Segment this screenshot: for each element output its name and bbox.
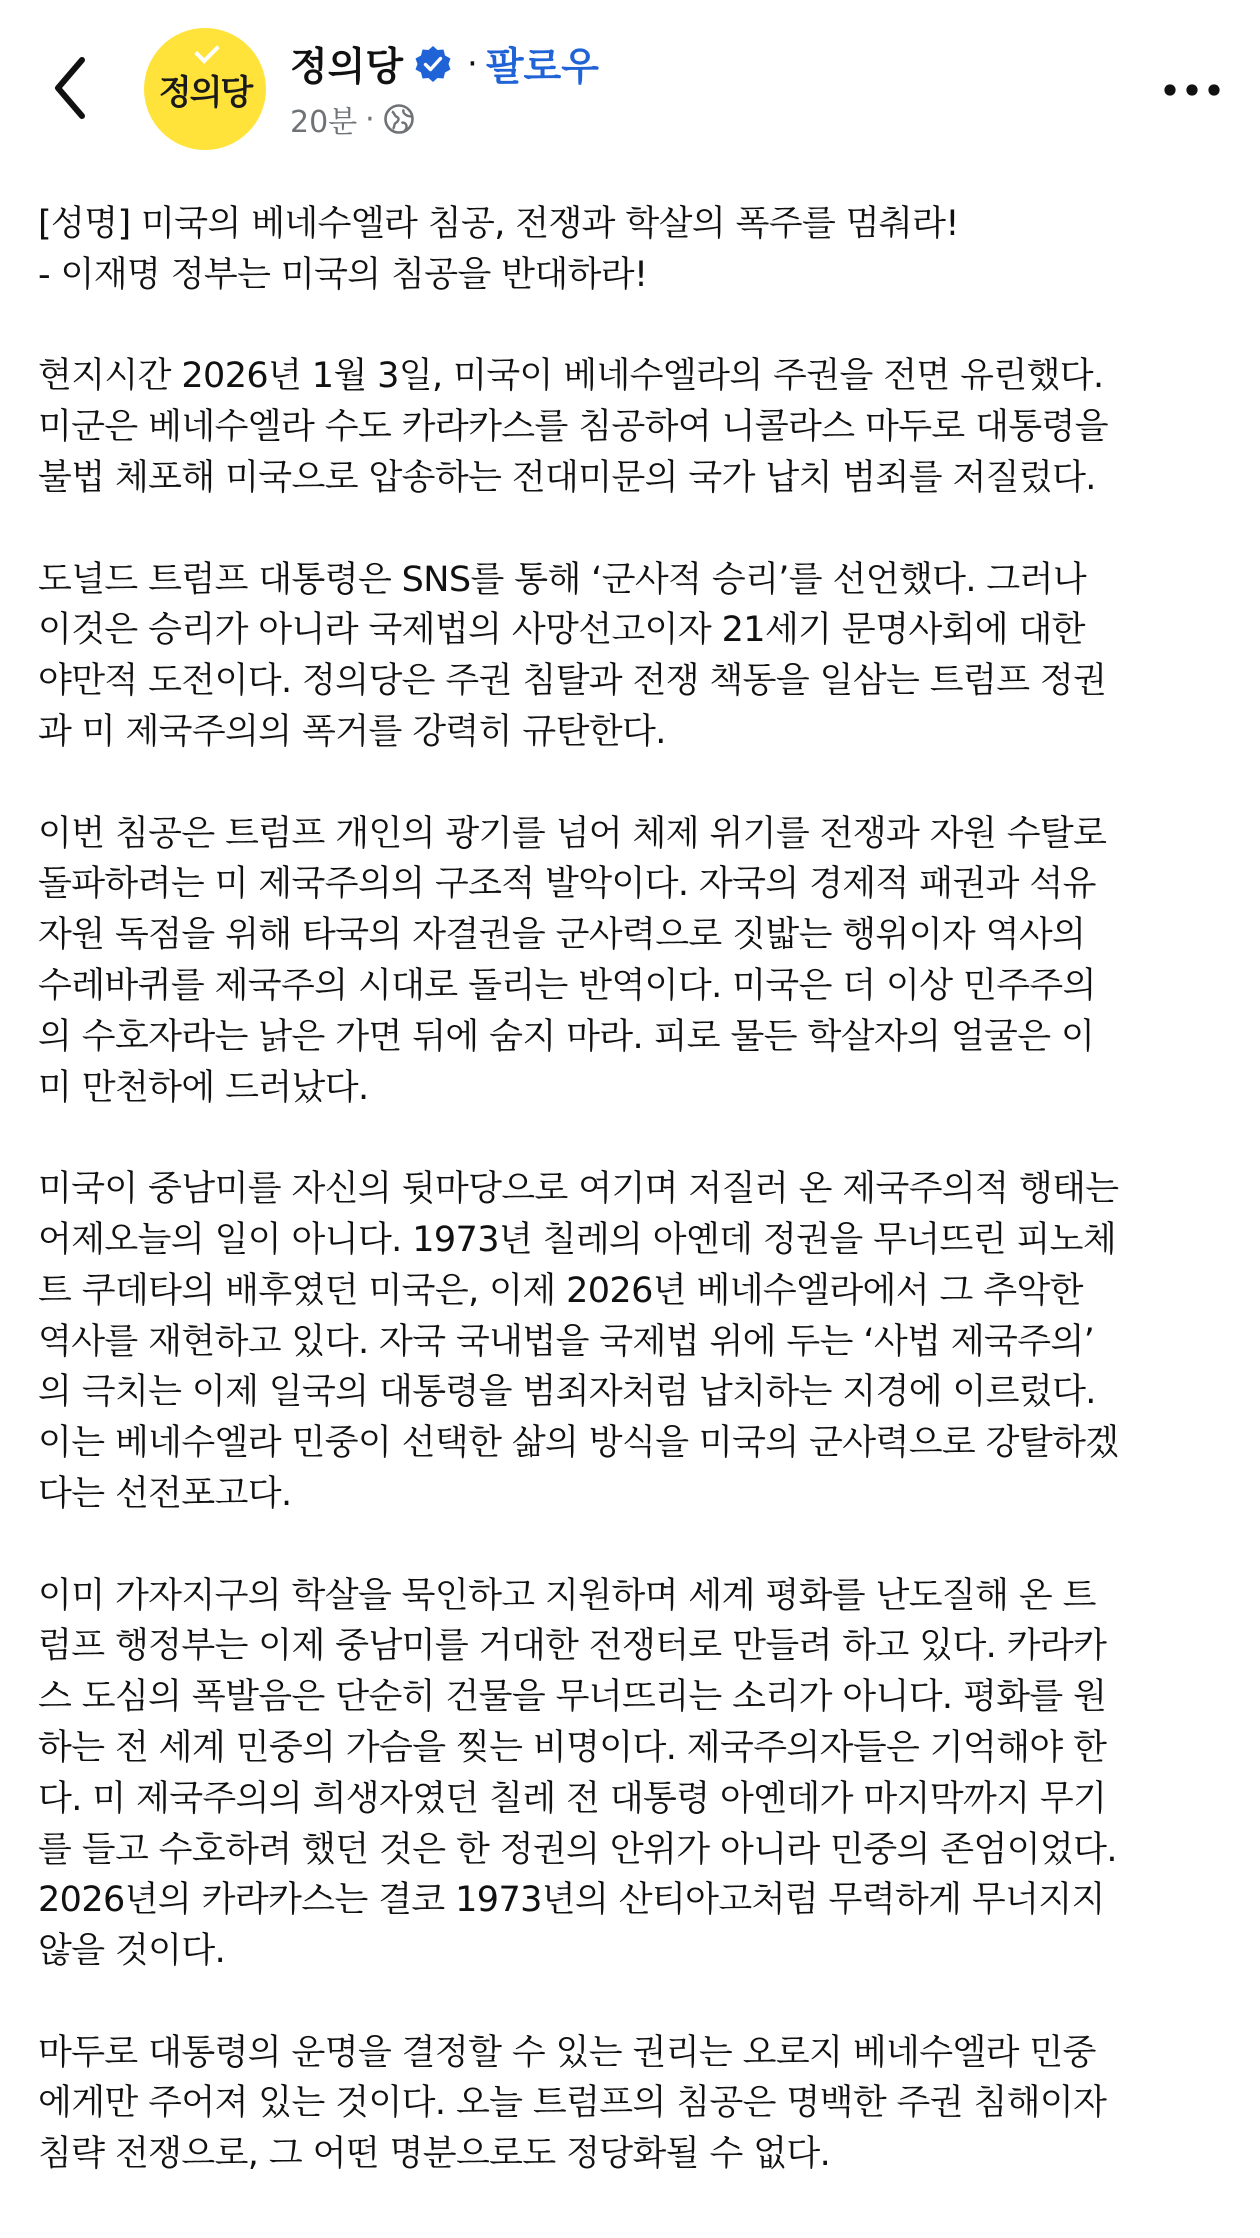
post-text-line: 현지시간 2026년 1월 3일, 미국이 베네수엘라의 주권을 전면 유린했다. — [38, 356, 1104, 397]
page-name[interactable]: 정의당 — [290, 45, 404, 90]
post-paragraph — [38, 199, 1228, 301]
post-text-line: 의 극치는 이제 일국의 대통령을 범죄자처럼 납치하는 지경에 이르렀다. — [38, 1372, 1096, 1413]
post-text-line: 야만적 도전이다. 정의당은 주권 침탈과 전쟁 책동을 일삼는 트럼프 정권 — [38, 661, 1107, 702]
post-meta — [290, 96, 415, 142]
back-chevron-icon — [48, 52, 96, 124]
post-text-line: 다. 미 제국주의의 희생자였던 칠레 전 대통령 아옌데가 마지막까지 무기 — [38, 1778, 1107, 1819]
more-options-button[interactable] — [1160, 74, 1224, 106]
avatar-check-mark — [194, 38, 219, 63]
post-paragraph — [38, 351, 1228, 503]
post-paragraph — [38, 2028, 1228, 2180]
back-button[interactable] — [48, 52, 96, 124]
post-header — [0, 0, 1260, 170]
post-text-line: 침략 전쟁으로, 그 어떤 명분으로도 정당화될 수 없다. — [38, 2134, 831, 2175]
post-text-line: 럼프 행정부는 이제 중남미를 거대한 전쟁터로 만들려 하고 있다. 카라카 — [38, 1626, 1107, 1667]
post-text-line: 과 미 제국주의의 폭거를 강력히 규탄한다. — [38, 711, 666, 752]
avatar[interactable] — [144, 28, 266, 150]
post-text-line: 다는 선전포고다. — [38, 1473, 292, 1514]
name-row — [290, 36, 599, 92]
post-text-line: 하는 전 세계 민중의 가슴을 찢는 비명이다. 제국주의자들은 기억해야 한 — [38, 1727, 1107, 1768]
post-body — [38, 199, 1228, 2231]
post-text-line: 2026년의 카라카스는 결코 1973년의 산티아고처럼 무력하게 무너지지 — [38, 1880, 1105, 1921]
post-text-line: 도널드 트럼프 대통령은 SNS를 통해 ‘군사적 승리’를 선언했다. 그러나 — [38, 559, 1087, 600]
post-text-line: 수레바퀴를 제국주의 시대로 돌리는 반역이다. 미국은 더 이상 민주주의 — [38, 965, 1096, 1006]
post-text-line: 이는 베네수엘라 민중이 선택한 삶의 방식을 미국의 군사력으로 강탈하겠 — [38, 1423, 1119, 1464]
globe-icon — [383, 103, 415, 135]
post-text-line: 미군은 베네수엘라 수도 카라카스를 침공하여 니콜라스 마두로 대통령을 — [38, 407, 1108, 448]
post-text-line: 이것은 승리가 아니라 국제법의 사망선고이자 21세기 문명사회에 대한 — [38, 610, 1085, 651]
post-text-line: 에게만 주어져 있는 것이다. 오늘 트럼프의 침공은 명백한 주권 침해이자 — [38, 2083, 1107, 2124]
post-text-line: 않을 것이다. — [38, 1931, 226, 1972]
post-text-line: 돌파하려는 미 제국주의의 구조적 발악이다. 자국의 경제적 패권과 석유 — [38, 864, 1096, 905]
more-options-icon — [1160, 91, 1224, 110]
post-time[interactable]: 20분 — [290, 105, 358, 140]
post-text-line: 를 들고 수호하려 했던 것은 한 정권의 안위가 아니라 민중의 존엄이었다. — [38, 1829, 1117, 1870]
post-text-line: 미국이 중남미를 자신의 뒷마당으로 여기며 저질러 온 제국주의적 행태는 — [38, 1169, 1119, 1210]
follow-button[interactable]: 팔로우 — [485, 45, 599, 90]
post-text-line: 역사를 재현하고 있다. 자국 국내법을 국제법 위에 두는 ‘사법 제국주의’ — [38, 1321, 1095, 1362]
verified-badge-icon — [413, 44, 453, 84]
post-paragraph — [38, 555, 1228, 758]
post-text-line: 트 쿠데타의 배후였던 미국은, 이제 2026년 베네수엘라에서 그 추악한 — [38, 1270, 1083, 1311]
post-text-line: - 이재명 정부는 미국의 침공을 반대하라! — [38, 254, 648, 295]
post-text-line: 자원 독점을 위해 타국의 자결권을 군사력으로 짓밟는 행위이자 역사의 — [38, 915, 1086, 956]
post-text-line: 이번 침공은 트럼프 개인의 광기를 넘어 체제 위기를 전쟁과 자원 수탈로 — [38, 813, 1107, 854]
post-text-line: 이미 가자지구의 학살을 묵인하고 지원하며 세계 평화를 난도질해 온 트 — [38, 1575, 1096, 1616]
post-text-line: 어제오늘의 일이 아니다. 1973년 칠레의 아옌데 정권을 무너뜨린 피노체 — [38, 1219, 1117, 1260]
avatar-logo-text: 정의당 — [158, 72, 252, 113]
post-paragraph — [38, 809, 1228, 1114]
post-text-line: 마두로 대통령의 운명을 결정할 수 있는 권리는 오로지 베네수엘라 민중 — [38, 2032, 1096, 2073]
post-text-line: 불법 체포해 미국으로 압송하는 전대미문의 국가 납치 범죄를 저질렀다. — [38, 457, 1096, 498]
post-text-line: [성명] 미국의 베네수엘라 침공, 전쟁과 학살의 폭주를 멈춰라! — [38, 204, 959, 244]
post-text-line: 미 만천하에 드러났다. — [38, 1067, 369, 1108]
post-paragraph — [38, 1571, 1228, 1977]
post-text-line: 스 도심의 폭발음은 단순히 건물을 무너뜨리는 소리가 아니다. 평화를 원 — [38, 1677, 1107, 1718]
post-paragraph — [38, 1164, 1228, 1520]
meta-separator: · — [365, 101, 375, 137]
post-text-line: 의 수호자라는 낡은 가면 뒤에 숨지 마라. 피로 물든 학살자의 얼굴은 이 — [38, 1016, 1095, 1057]
separator-dot: · — [467, 44, 478, 84]
